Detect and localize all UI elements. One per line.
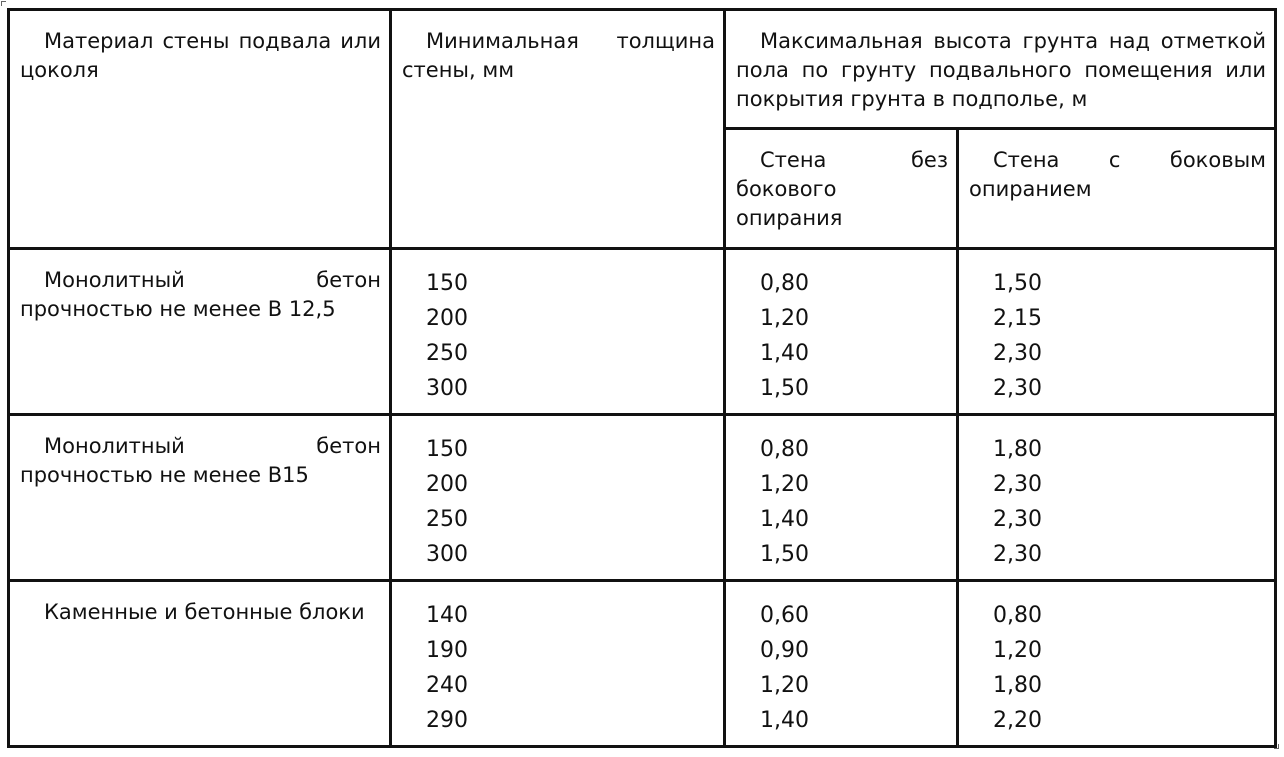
height-value: 0,80 bbox=[760, 437, 809, 462]
height-value: 1,40 bbox=[760, 708, 809, 733]
table-row bbox=[9, 581, 1276, 747]
height-value: 1,80 bbox=[993, 673, 1042, 698]
thickness-value: 200 bbox=[426, 306, 468, 331]
with-support-cell bbox=[958, 581, 1276, 747]
wall-height-table bbox=[7, 8, 1277, 748]
material-cell bbox=[9, 415, 391, 581]
page-corner-mark bbox=[1274, 744, 1279, 749]
height-value: 0,80 bbox=[760, 271, 809, 296]
thickness-value: 290 bbox=[426, 708, 468, 733]
header-thickness-cell bbox=[391, 10, 725, 249]
material-name: Монолитный бетон прочностью не менее В 12,5 bbox=[20, 268, 381, 321]
table-row bbox=[9, 249, 1276, 415]
header-max-height: Максимальная высота грунта над отметкой пола по грунту подвального помещения или покрытия грунта в подполье, м bbox=[736, 29, 1267, 111]
height-value: 1,50 bbox=[760, 542, 809, 567]
height-value: 1,40 bbox=[760, 341, 809, 366]
header-without-support: Стена без бокового опирания bbox=[736, 148, 948, 230]
thickness-value: 140 bbox=[426, 603, 468, 628]
thickness-cell bbox=[391, 249, 725, 415]
thickness-value: 300 bbox=[426, 376, 468, 401]
thickness-value: 200 bbox=[426, 472, 468, 497]
header-max-height-cell bbox=[725, 10, 1276, 129]
material-name: Каменные и бетонные блоки bbox=[44, 600, 365, 624]
header-without-support-cell bbox=[725, 129, 958, 249]
thickness-value: 250 bbox=[426, 507, 468, 532]
height-value: 1,20 bbox=[760, 673, 809, 698]
height-value: 0,80 bbox=[993, 603, 1042, 628]
header-min-thickness: Минимальная толщина стены, мм bbox=[402, 29, 715, 82]
thickness-value: 300 bbox=[426, 542, 468, 567]
header-material: Материал стены подвала или цоколя bbox=[20, 29, 381, 82]
height-value: 2,30 bbox=[993, 542, 1042, 567]
height-value: 1,40 bbox=[760, 507, 809, 532]
height-value: 2,20 bbox=[993, 708, 1042, 733]
material-cell bbox=[9, 581, 391, 747]
with-support-cell bbox=[958, 415, 1276, 581]
table-row bbox=[9, 415, 1276, 581]
with-support-cell bbox=[958, 249, 1276, 415]
height-value: 1,80 bbox=[993, 437, 1042, 462]
height-value: 2,30 bbox=[993, 341, 1042, 366]
height-value: 2,30 bbox=[993, 376, 1042, 401]
header-with-support-cell bbox=[958, 129, 1276, 249]
height-value: 0,90 bbox=[760, 638, 809, 663]
without-support-cell bbox=[725, 249, 958, 415]
height-value: 2,15 bbox=[993, 306, 1042, 331]
height-value: 1,20 bbox=[760, 472, 809, 497]
thickness-cell bbox=[391, 581, 725, 747]
thickness-cell bbox=[391, 415, 725, 581]
height-value: 1,50 bbox=[760, 376, 809, 401]
thickness-value: 190 bbox=[426, 638, 468, 663]
thickness-value: 150 bbox=[426, 437, 468, 462]
thickness-value: 240 bbox=[426, 673, 468, 698]
material-cell bbox=[9, 249, 391, 415]
thickness-value: 150 bbox=[426, 271, 468, 296]
without-support-cell bbox=[725, 581, 958, 747]
material-name: Монолитный бетон прочностью не менее В15 bbox=[20, 434, 381, 487]
header-with-support: Стена с боковым опиранием bbox=[969, 148, 1267, 201]
height-value: 0,60 bbox=[760, 603, 809, 628]
height-value: 1,50 bbox=[993, 271, 1042, 296]
height-value: 2,30 bbox=[993, 507, 1042, 532]
height-value: 2,30 bbox=[993, 472, 1042, 497]
header-material-cell bbox=[9, 10, 391, 249]
page-corner-mark bbox=[1, 1, 6, 6]
height-value: 1,20 bbox=[993, 638, 1042, 663]
height-value: 1,20 bbox=[760, 306, 809, 331]
without-support-cell bbox=[725, 415, 958, 581]
thickness-value: 250 bbox=[426, 341, 468, 366]
